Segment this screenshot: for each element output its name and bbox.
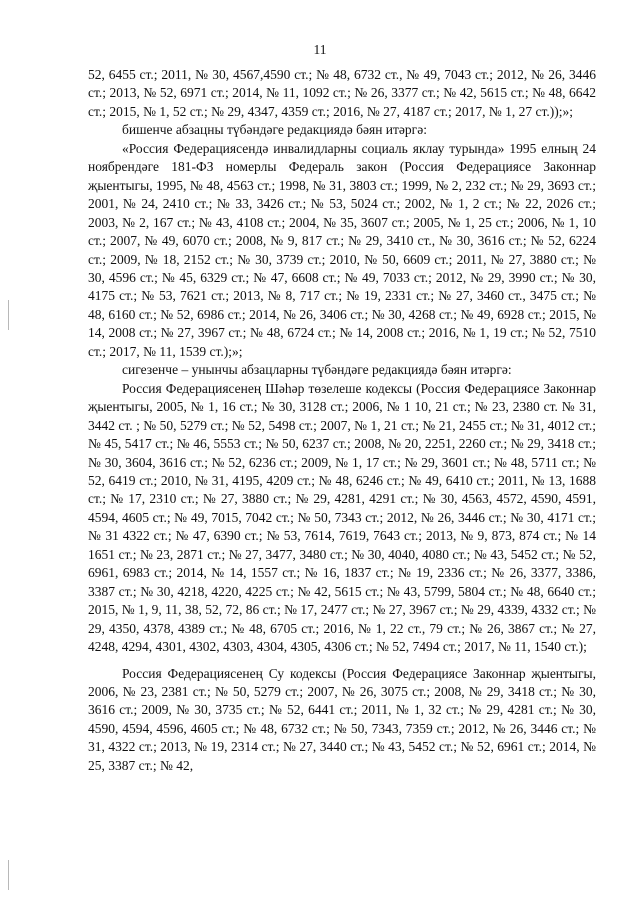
scan-margin-mark	[8, 300, 9, 330]
document-body	[88, 66, 596, 775]
paragraph-instruction-eighth-tenth: сигезенче – унынчы абзацларны түбәндәге редакциядә бәян итәргә:	[122, 362, 512, 378]
paragraph-urban-planning-code: Россия Федерациясенең Шәһәр төзелеше кодексы (Россия Федерациясе Законнар җыентыгы, 2005, № 1, 16 ст.; № 30, 3128 ст.; 2006, № 1 10, 21 ст.; № 23, 2380 ст. № 31, 3442 ст. ; № 50, 5279 ст.; № 52, 5498 ст.; 2007, № 1, 21 ст.; № 21, 2455 ст.; № 31, 4012 ст.; № 45, 5417 ст.; № 46, 5553 ст.; № 50, 6237 ст.; 2008, № 20, 2251, 2260 ст.; № 29, 3418 ст.; № 30, 3604, 3616 ст.; № 52, 6236 ст.; 2009, № 1, 17 ст.; № 29, 3601 ст.; № 48, 5711 ст.; № 52, 6419 ст.; 2010, № 31, 4195, 4209 ст.; № 48, 6246 ст.; № 49, 6410 ст.; 2011, № 13, 1688 ст.; № 17, 2310 ст.; № 27, 3880 ст.; № 29, 4281, 4291 ст.; № 30, 4563, 4572, 4590, 4591, 4594, 4605 ст.; № 49, 7015, 7042 ст.; № 50, 7343 ст.; 2012, № 26, 3446 ст.; № 30, 4171 ст.; № 31 4322 ст.; № 47, 6390 ст.; № 53, 7614, 7619, 7643 ст.; 2013, № 9, 873, 874 ст.; № 14 1651 ст.; № 23, 2871 ст.; № 27, 3477, 3480 ст.; № 30, 4040, 4080 ст.; № 43, 5452 ст.; № 52, 6961, 6983 ст.; 2014, № 14, 1557 ст.; № 16, 1837 ст.; № 19, 2336 ст.; № 26, 3377, 3386, 3387 ст.; № 30, 4218, 4220, 4225 ст.; № 42, 5615 ст.; № 43, 5799, 5804 ст.; № 48, 6640 ст.; 2015, № 1, 9, 11, 38, 52, 72, 86 ст.; № 17, 2477 ст.; № 27, 3967 ст.; № 29, 4339, 4332 ст.; № 29, 4350, 4378, 4389 ст.; № 48, 6705 ст.; 2016, № 1, 22 ст., 79 ст.; № 26, 3867 ст.; № 27, 4248, 4294, 4301, 4302, 4303, 4304, 4305, 4306 ст.; № 52, 7494 ст.; 2017, № 11, 1540 ст.);	[88, 380, 596, 655]
scan-margin-mark	[8, 860, 9, 890]
page-number: 11	[313, 42, 327, 57]
paragraph-instruction-fifth: бишенче абзацны түбәндәге редакциядә бәян итәргә:	[122, 122, 427, 138]
paragraph-disability-law: «Россия Федерациясендә инвалидларны социаль яклау турында» 1995 елның 24 ноябрендәге 181-ФЗ номерлы Федераль закон (Россия Федерациясе Законнар җыентыгы, 1995, № 48, 4563 ст.; 1998, № 31, 3803 ст.; 1999, № 2, 232 ст.; № 29, 3693 ст.; 2001, № 24, 2410 ст.; № 33, 3426 ст.; № 53, 5024 ст.; 2002, № 1, 2 ст.; № 22, 2026 ст.; 2003, № 2, 167 ст.; № 43, 4108 ст.; 2004, № 35, 3607 ст.; 2005, № 1, 25 ст.; 2006, № 1, 10 ст.; 2007, № 49, 6070 ст.; 2008, № 9, 817 ст.; № 29, 3410 ст., № 30, 3616 ст.; № 52, 6224 ст.; 2009, № 18, 2152 ст.; № 30, 3739 ст.; 2010, № 50, 6609 ст.; 2011, № 27, 3880 ст.; № 30, 4596 ст.; № 45, 6329 ст.; № 47, 6608 ст.; № 49, 7033 ст.; 2012, № 29, 3990 ст.; № 30, 4175 ст.; № 53, 7621 ст.; 2013, № 8, 717 ст.; № 19, 2331 ст.; № 27, 3460 ст., 3475 ст.; № 48, 6160 ст.; № 52, 6986 ст.; 2014, № 26, 3406 ст.; № 30, 4268 ст.; № 49, 6928 ст.; 2015, № 14, 2008 ст.; № 27, 3967 ст.; № 48, 6724 ст.; № 14, 2008 ст.; 2016, № 1, 19 ст.; № 52, 7510 ст.; 2017, № 11, 1539 ст.);»;	[88, 140, 596, 359]
paragraph-water-code: Россия Федерациясенең Су кодексы (Россия Федерациясе Законнар җыентыгы, 2006, № 23, 2381 ст.; № 50, 5279 ст.; 2007, № 26, 3075 ст.; 2008, № 29, 3418 ст.; № 30, 3616 ст.; 2009, № 30, 3735 ст.; № 52, 6441 ст.; 2011, № 1, 32 ст.; № 29, 4281 ст.; № 30, 4590, 4594, 4596, 4605 ст.; № 48, 6732 ст.; № 50, 7343, 7359 ст.; 2012, № 26, 3446 ст.; № 31, 4322 ст.; 2013, № 19, 2314 ст.; № 27, 3440 ст.; № 43, 5452 ст.; № 52, 6961 ст.; 2014, № 25, 3387 ст.; № 42,	[88, 665, 596, 773]
paragraph-citation-continuation: 52, 6455 ст.; 2011, № 30, 4567,4590 ст.; № 48, 6732 ст., № 49, 7043 ст.; 2012, № 26, 3446 ст.; 2013, № 52, 6971 ст.; 2014, № 11, 1092 ст.; № 26, 3377 ст.; № 42, 5615 ст.; № 48, 6642 ст.; 2015, № 1, 52 ст.; № 29, 4347, 4359 ст.; 2016, № 27, 4187 ст.; 2017, № 1, 27 ст.));»;	[88, 67, 596, 119]
